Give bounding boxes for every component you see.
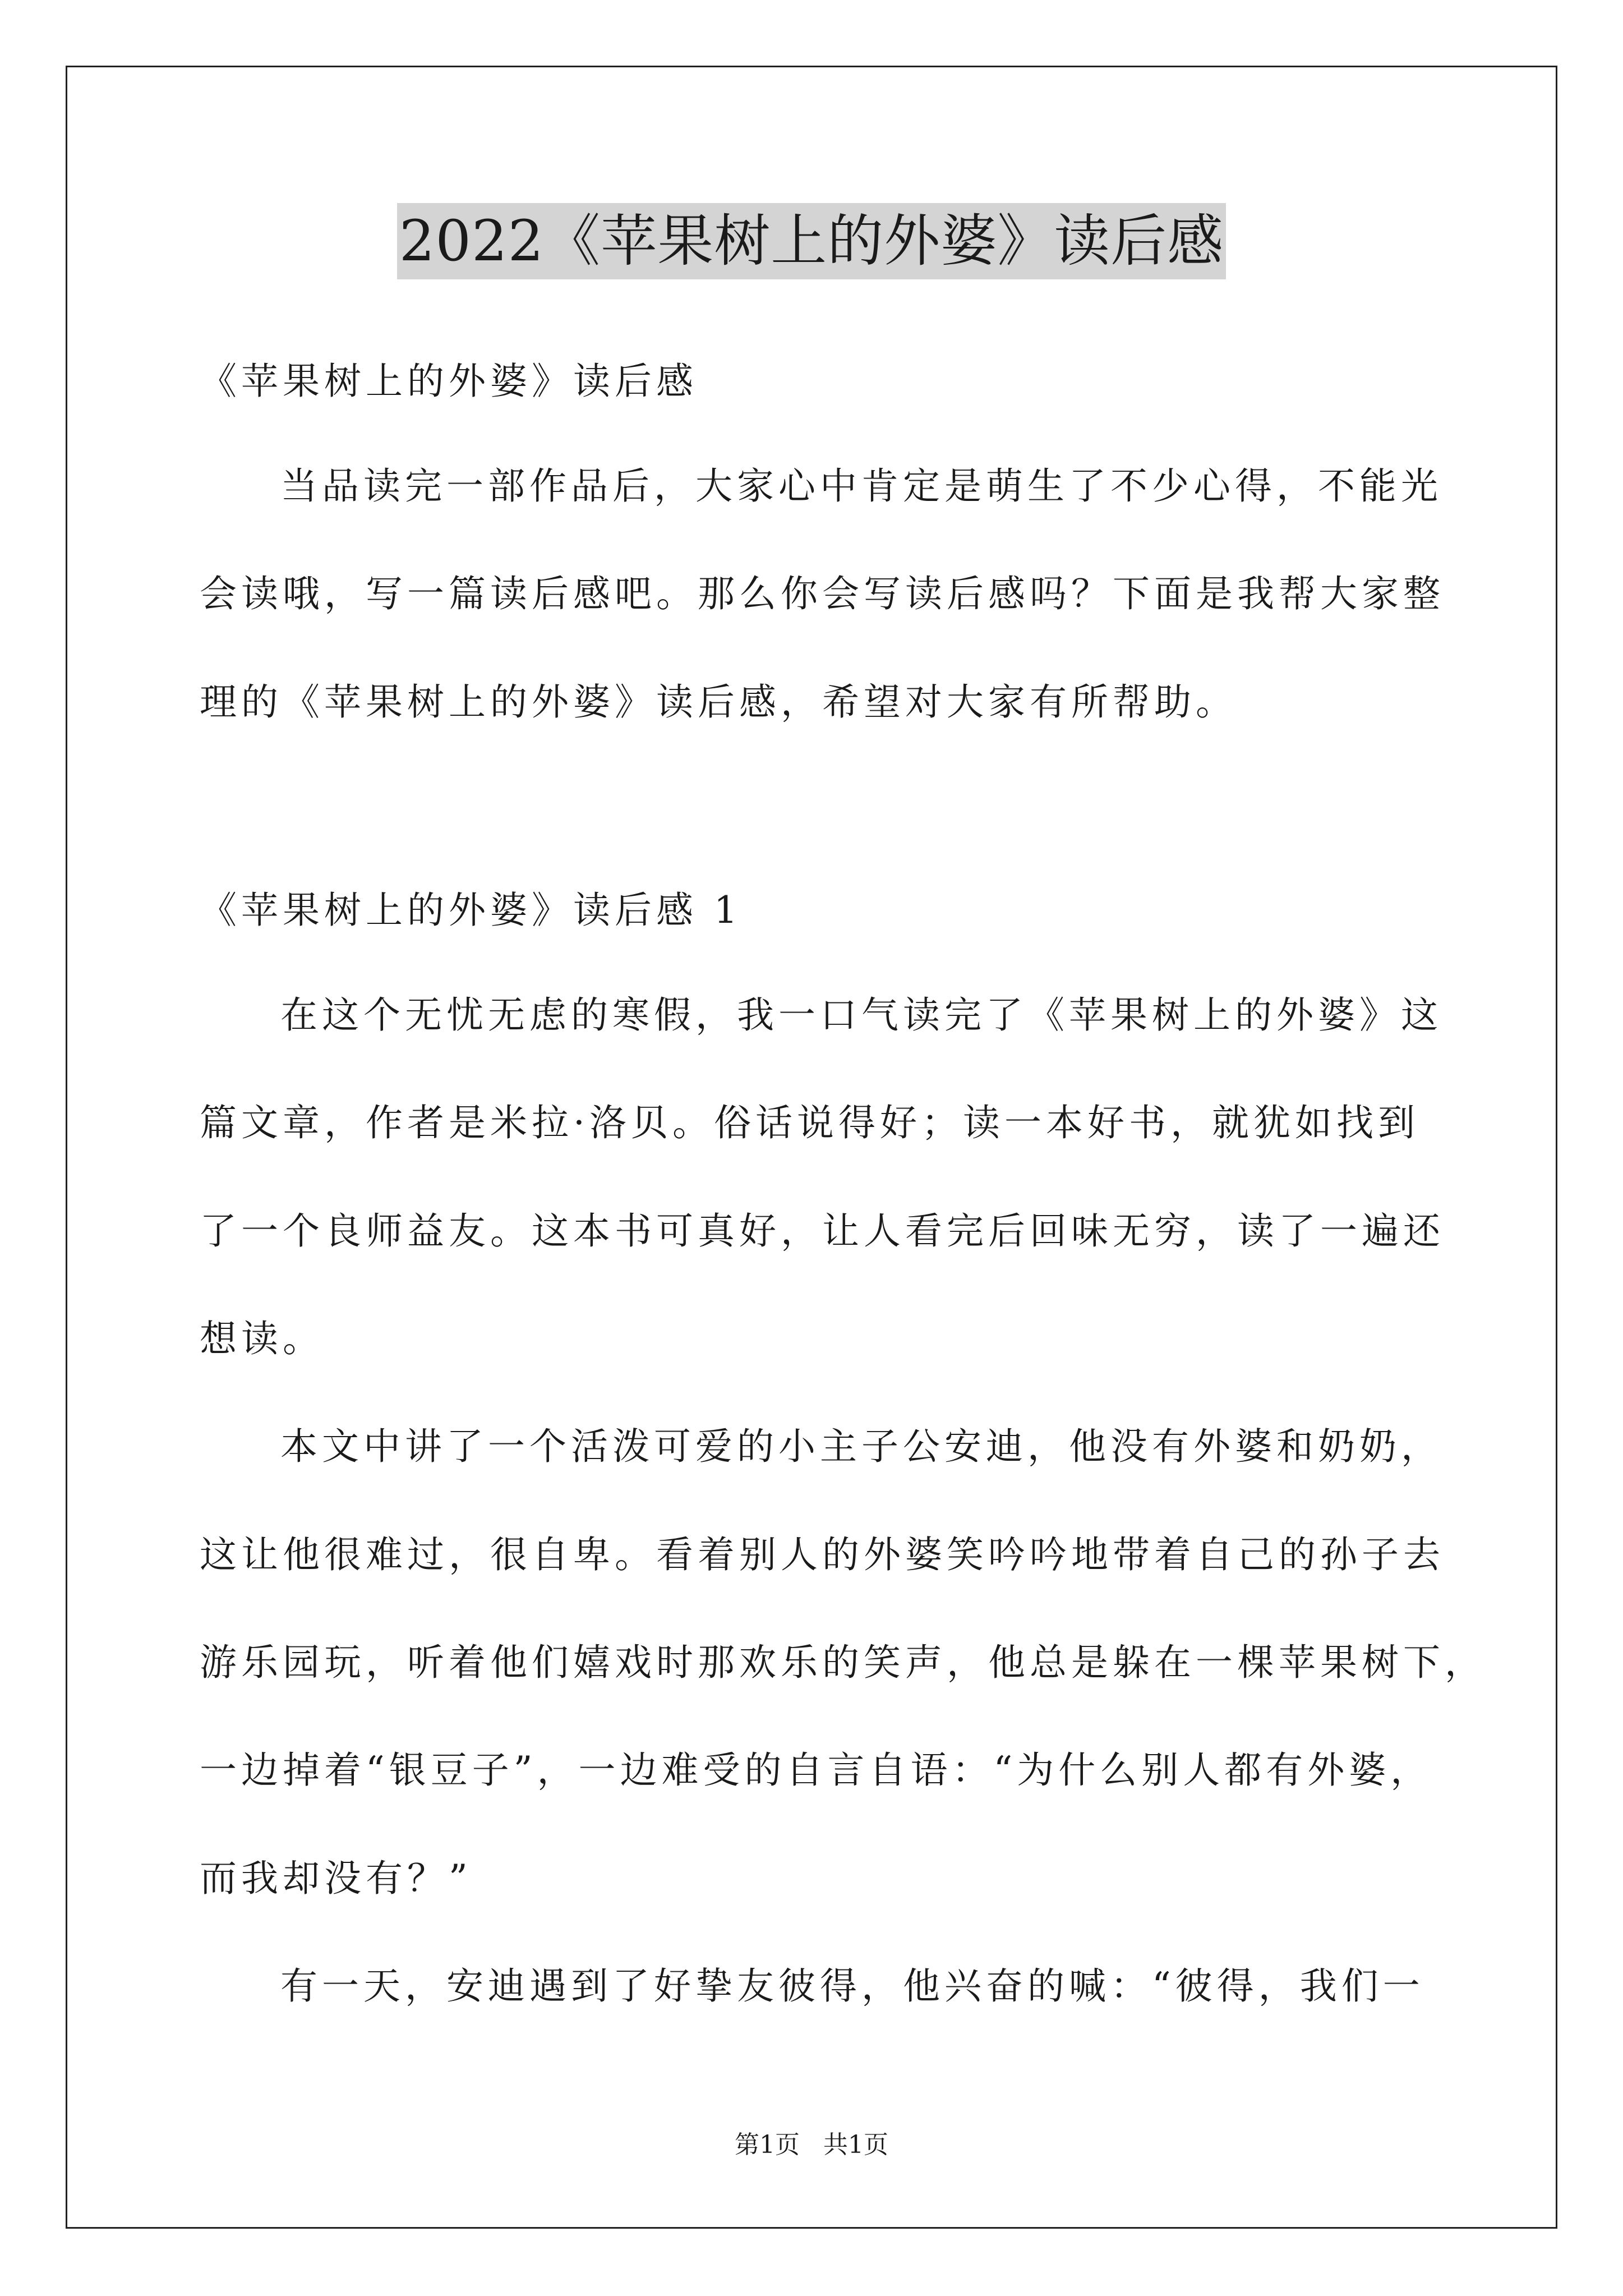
- paragraph-line: 篇文章，作者是米拉·洛贝。俗话说得好；读一本好书，就犹如找到: [200, 1101, 1419, 1144]
- intro-line: 理的《苹果树上的外婆》读后感，希望对大家有所帮助。: [200, 680, 1237, 724]
- paragraph-line: 想读。: [200, 1317, 324, 1360]
- paragraph-line: 有一天，安迪遇到了好挚友彼得，他兴奋的喊：“彼得，我们一: [280, 1964, 1424, 2008]
- title-container: [0, 203, 1623, 279]
- page-footer: 第1页 共1页: [735, 2131, 888, 2159]
- paragraph-line: 本文中讲了一个活泼可爱的小主子公安迪，他没有外婆和奶奶，: [280, 1425, 1442, 1468]
- document-title: 2022《苹果树上的外婆》读后感: [397, 203, 1227, 279]
- intro-line: 会读哦，写一篇读后感吧。那么你会写读后感吗？下面是我帮大家整: [200, 572, 1445, 615]
- paragraph-line: 一边掉着“银豆子”，一边难受的自言自语：“为什么别人都有外婆，: [200, 1749, 1432, 1792]
- paragraph-line: 游乐园玩，听着他们嬉戏时那欢乐的笑声，他总是躲在一棵苹果树下，: [200, 1641, 1486, 1684]
- paragraph-line: 这让他很难过，很自卑。看着别人的外婆笑吟吟地带着自己的孙子去: [200, 1533, 1445, 1576]
- section-heading: 《苹果树上的外婆》读后感 1: [200, 889, 742, 932]
- intro-line: 当品读完一部作品后，大家心中肯定是萌生了不少心得，不能光: [280, 464, 1442, 508]
- paragraph-line: 在这个无忧无虑的寒假，我一口气读完了《苹果树上的外婆》这: [280, 993, 1442, 1037]
- document-subtitle: 《苹果树上的外婆》读后感: [200, 360, 698, 403]
- paragraph-line: 了一个良师益友。这本书可真好，让人看完后回味无穷，读了一遍还: [200, 1209, 1445, 1253]
- paragraph-line: 而我却没有？”: [200, 1857, 472, 1900]
